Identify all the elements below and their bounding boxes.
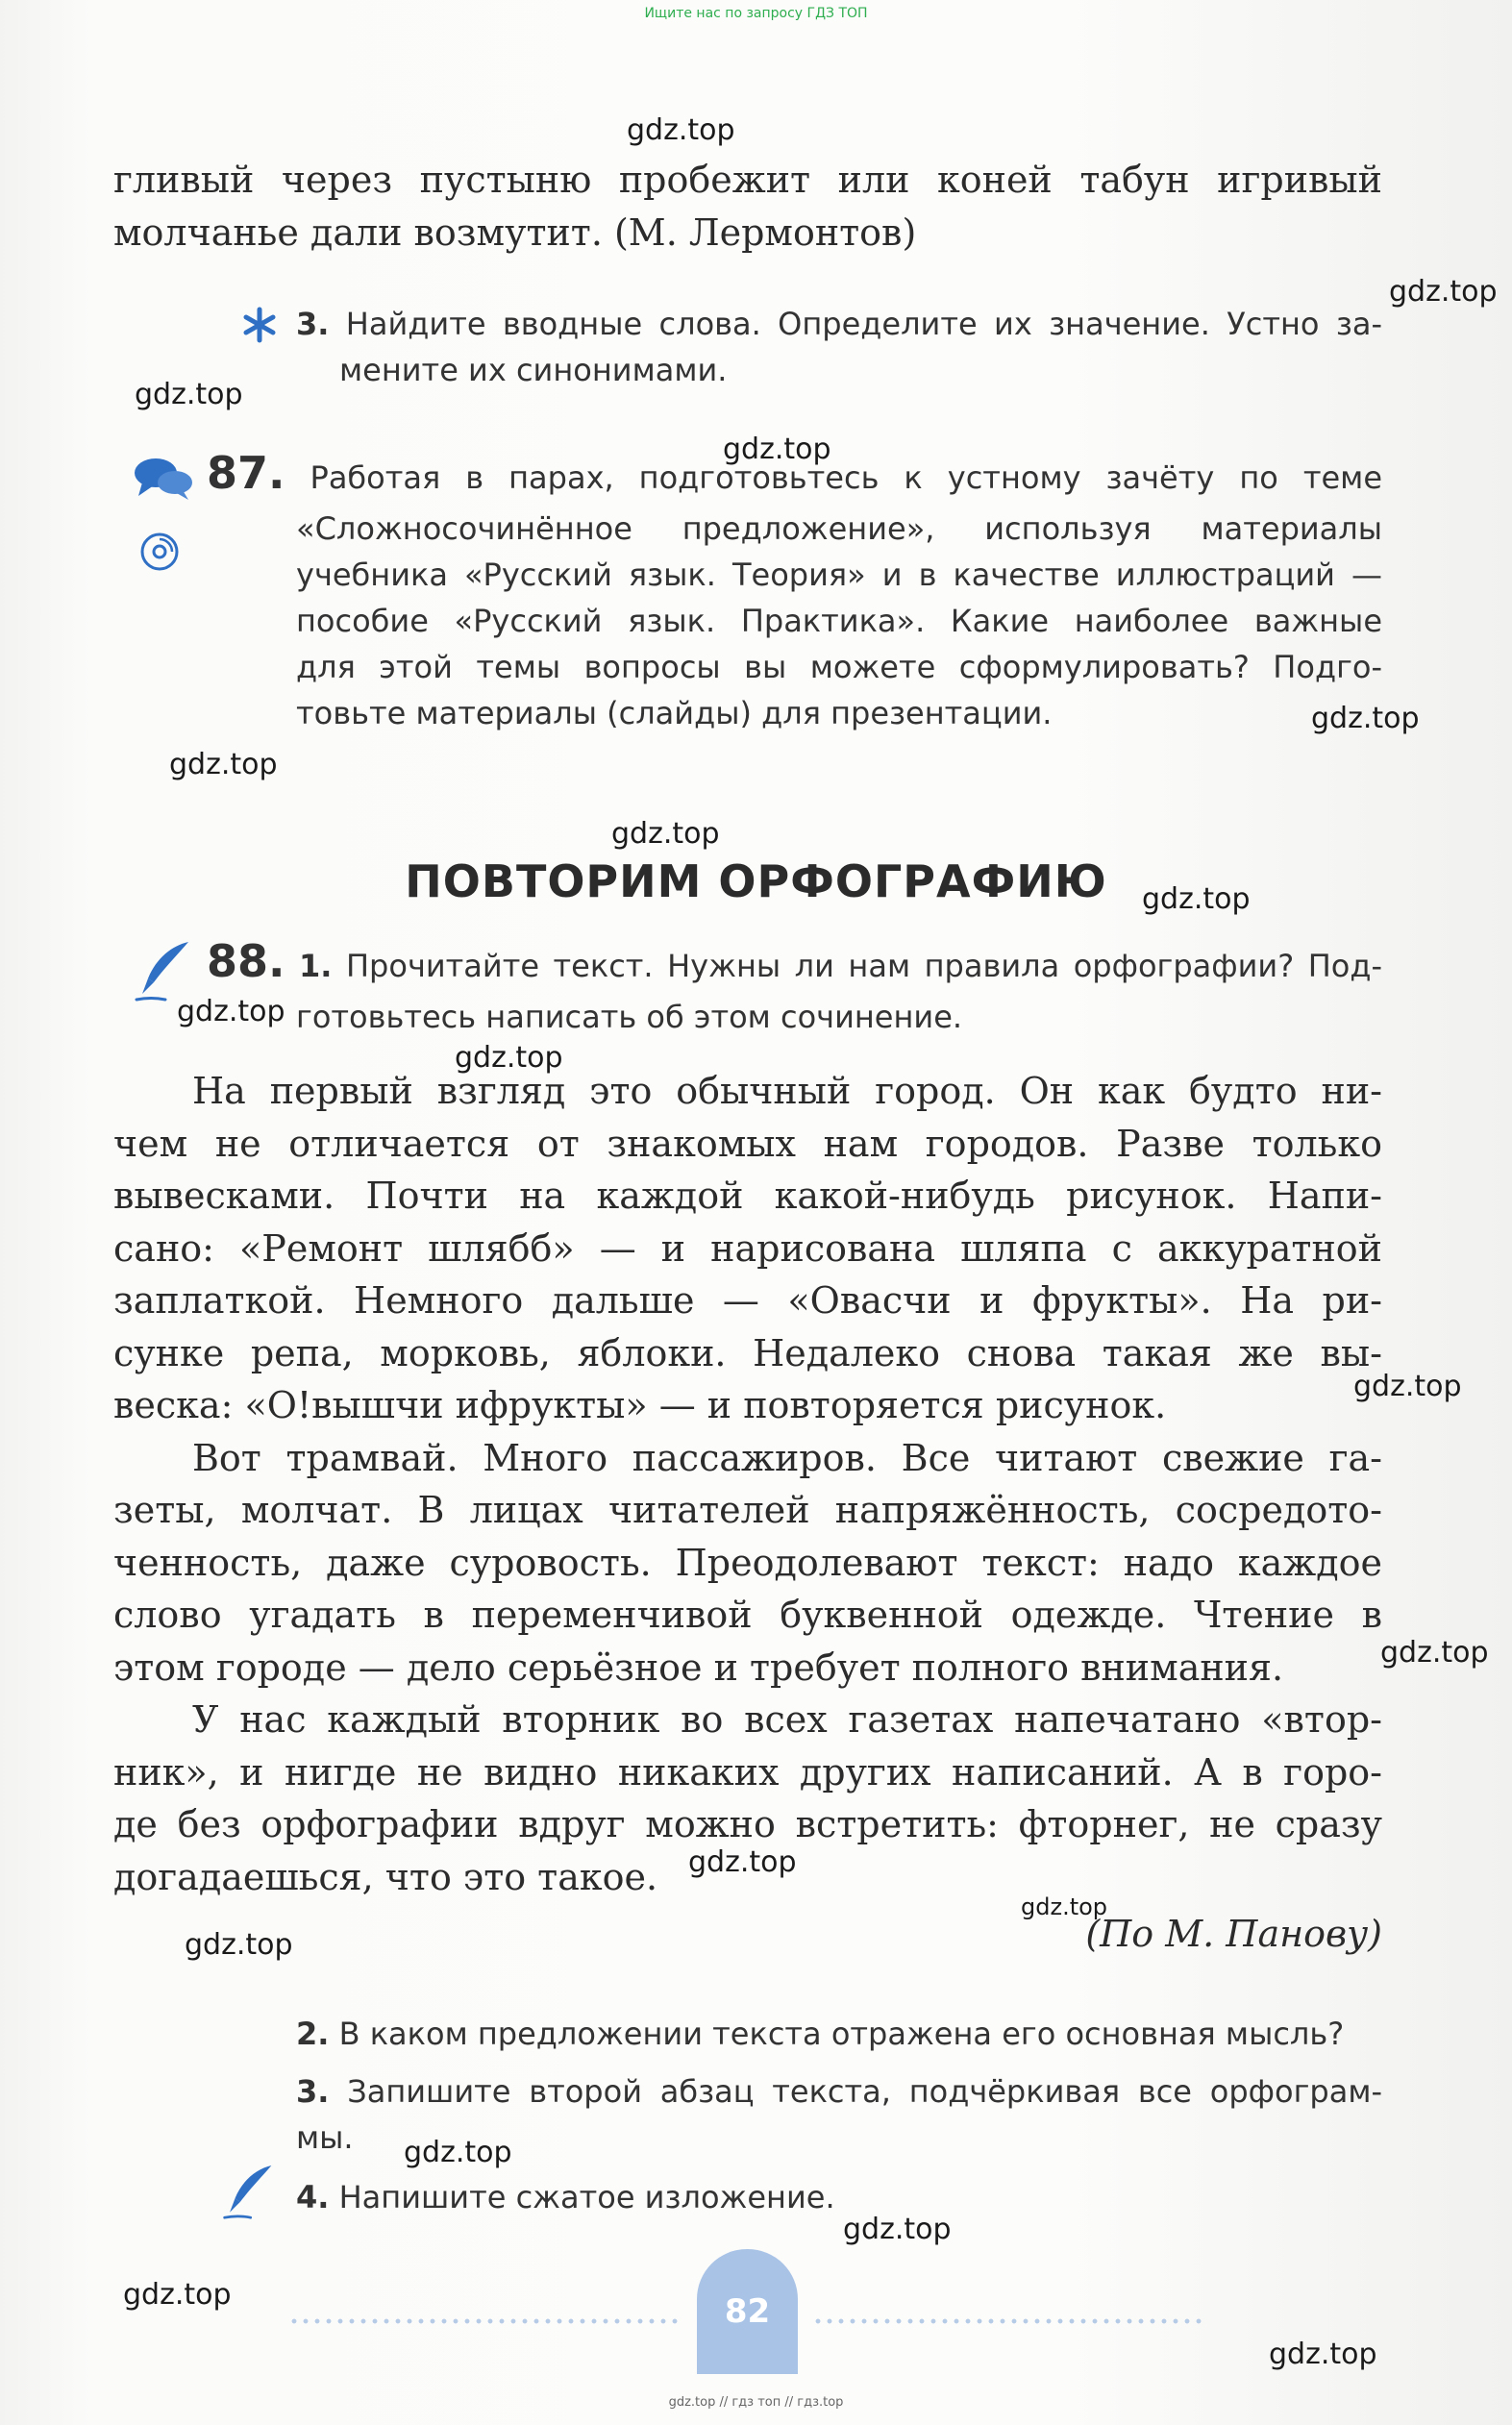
watermark: gdz.top (1389, 275, 1498, 309)
task-text-line: пособие «Русский язык. Практика». Какие наиболее важные (296, 603, 1382, 639)
text-line: сунке репа, морковь, яблоки. Недалеко снова такая же вы- (113, 1331, 1382, 1374)
watermark: gdz.top (455, 1041, 563, 1075)
watermark: gdz.top (1142, 882, 1251, 916)
subtask-number: 2. (296, 2016, 330, 2052)
text-line: сано: «Ремонт шлябб» — и нарисована шляпа с аккуратной (113, 1226, 1382, 1270)
task-88 (207, 935, 1383, 989)
poem-line: гливый через пустыню пробежит или коней табун игривый (113, 159, 1382, 201)
text-line: зеты, молчат. В лицах читателей напряжённость, сосредото- (113, 1489, 1382, 1531)
task-text-line: товьте материалы (слайды) для презентации. (296, 695, 1053, 731)
text-line: ченность, даже суровость. Преодолевают текст: надо каждое (113, 1541, 1382, 1584)
top-banner: Ищите нас по запросу ГДЗ ТОП (644, 6, 868, 21)
task-text-line: мы. (296, 2119, 354, 2156)
watermark: gdz.top (185, 1928, 293, 1962)
watermark: gdz.top (1380, 1636, 1489, 1670)
text-line: вывесками. Почти на каждой какой-нибудь рисунок. Напи- (113, 1175, 1382, 1217)
text-line: чем не отличается от знакомых нам городов. Разве только (113, 1122, 1382, 1165)
task-text-line: Прочитайте текст. Нужны ли нам правила орфографии? Под- (345, 948, 1383, 984)
text-line: У нас каждый вторник во всех газетах напечатано «втор- (192, 1698, 1382, 1741)
page-number: 82 (697, 2249, 798, 2374)
watermark: gdz.top (611, 817, 720, 851)
text-line: догадаешься, что это такое. (113, 1855, 658, 1898)
task-number: 3. (296, 306, 330, 342)
task-text-line: В каком предложении текста отражена его основная мысль? (338, 2016, 1345, 2052)
task-88-continuation (296, 994, 1382, 1040)
text-line: заплаткой. Немного дальше — «Овасчи и фрукты». На ри- (113, 1279, 1382, 1322)
watermark: gdz.top (404, 2136, 512, 2169)
text-line: де без орфографии вдруг можно встретить: фторнег, не сразу (113, 1803, 1382, 1845)
bottom-banner: gdz.top // гдз топ // гдз.top (668, 2395, 844, 2410)
speech-bubbles-icon (133, 454, 194, 502)
watermark: gdz.top (843, 2213, 952, 2246)
footer-dots-right (812, 2318, 1206, 2324)
task-text-line: Запишите второй абзац текста, подчёркивая все орфограм- (347, 2073, 1383, 2110)
watermark: gdz.top (1311, 702, 1420, 735)
task-88-q2 (296, 2011, 1382, 2057)
reading-text (113, 1065, 1382, 1903)
asterisk-star-icon (240, 306, 279, 344)
poem-line: молчанье дали возмутит. (М. Лермонтов) (113, 210, 917, 254)
task-88-q4 (296, 2174, 1382, 2220)
task-text-line: Напишите сжатое изложение. (338, 2179, 835, 2215)
task-text-line: для этой темы вопросы вы можете сформулировать? Подго- (296, 649, 1382, 685)
section-heading: ПОВТОРИМ ОРФОГРАФИЮ (405, 855, 1107, 907)
watermark: gdz.top (135, 378, 243, 411)
task-text-line: мените их синонимами. (339, 352, 728, 388)
watermark: gdz.top (1021, 1893, 1108, 1920)
task-text-line: Работая в парах, подготовьтесь к устному зачёту по теме (310, 459, 1383, 496)
quill-pen-icon (221, 2163, 275, 2222)
task-87-continuation (296, 506, 1382, 736)
watermark: gdz.top (123, 2278, 232, 2312)
text-line: Вот трамвай. Много пассажиров. Все читают свежие га- (192, 1436, 1382, 1479)
watermark: gdz.top (723, 433, 831, 466)
watermark: gdz.top (1353, 1370, 1462, 1403)
watermark: gdz.top (1269, 2338, 1377, 2371)
task-number: 87. (207, 447, 285, 499)
poem-ending (113, 154, 1382, 259)
text-line: ник», и нигде не видно никаких других написаний. А в горо- (113, 1750, 1382, 1794)
task-text-line: готовьтесь написать об этом сочинение. (296, 999, 963, 1035)
text-line: веска: «О!вышчи ифрукты» — и повторяется рисунок. (113, 1384, 1167, 1426)
subtask-number: 3. (296, 2073, 330, 2110)
task-86-3 (296, 301, 1382, 393)
text-line: На первый взгляд это обычный город. Он как будто ни- (192, 1070, 1382, 1112)
text-line: слово угадать в переменчивой буквенной одежде. Чтение в (113, 1594, 1382, 1636)
watermark: gdz.top (627, 113, 735, 147)
text-source: (По М. Панову) (1085, 1913, 1382, 1955)
text-line: этом городе — дело серьёзное и требует полного внимания. (113, 1646, 1284, 1689)
task-number: 88. (207, 935, 285, 987)
task-text-line: «Сложносочинённое предложение», используя материалы (296, 510, 1382, 547)
footer-dots-left (288, 2318, 682, 2324)
subtask-number: 1. (299, 948, 333, 984)
task-text-line: Найдите вводные слова. Определите их значение. Устно за- (345, 306, 1383, 342)
watermark: gdz.top (169, 748, 278, 781)
disc-icon (139, 532, 180, 572)
task-text-line: учебника «Русский язык. Теория» и в качестве иллюстраций — (296, 557, 1382, 593)
subtask-number: 4. (296, 2179, 330, 2215)
watermark: gdz.top (177, 995, 285, 1028)
watermark: gdz.top (688, 1845, 797, 1879)
